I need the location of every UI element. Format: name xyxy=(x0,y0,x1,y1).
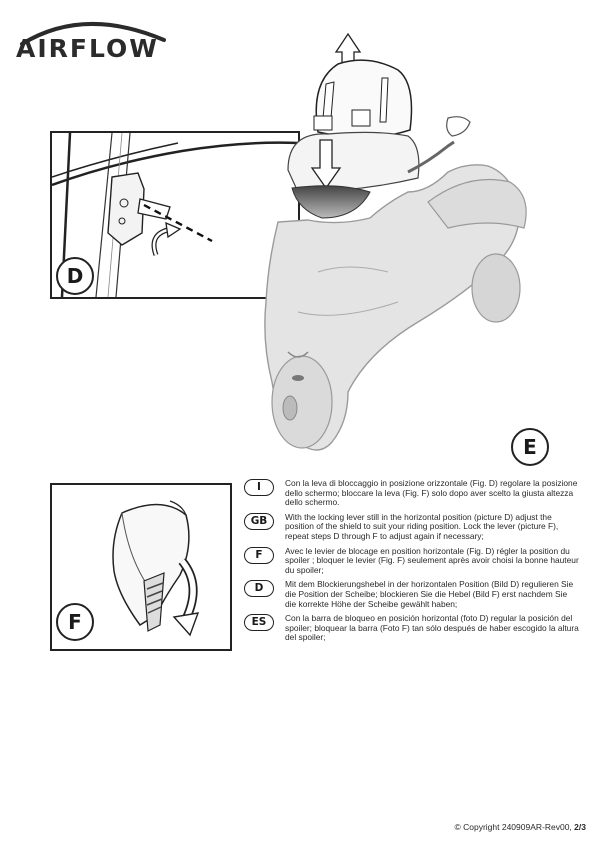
instruction-item-spanish xyxy=(244,614,580,643)
figure-label-d: D xyxy=(56,257,94,295)
figure-label-e: E xyxy=(511,428,549,466)
copyright-text: © Copyright 240909AR-Rev00, xyxy=(454,822,572,832)
instruction-item-french xyxy=(244,547,580,576)
brand-name: AIRFLOW xyxy=(16,34,159,63)
page-footer xyxy=(454,822,586,832)
page-number: 2/3 xyxy=(574,822,586,832)
figure-label-f: F xyxy=(56,603,94,641)
scooter-illustration xyxy=(248,22,548,474)
instruction-item-italian xyxy=(244,479,580,508)
language-badge: D xyxy=(244,580,274,597)
instruction-text: With the locking lever still in the horizontal position (picture D) adjust the position of the shield to suit your riding position. Lock the lever (picture F), repeat steps D through F to adjust again if necessary; xyxy=(285,511,559,541)
instruction-text: Con la leva di bloccaggio in posizione orizzontale (Fig. D) regolare la posizione dello schermo; bloccare la leva (Fig. F) solo dopo aver scelto la giusta altezza dello schermo. xyxy=(285,478,578,508)
instruction-list xyxy=(244,479,580,648)
instruction-text: Con la barra de bloqueo en posición horizontal (foto D) regular la posición del spoiler; bloquear la barra (Foto F) tan sólo después de haber escogido la altura del spoiler; xyxy=(285,613,579,643)
language-badge: GB xyxy=(244,513,274,530)
instruction-item-english xyxy=(244,513,580,542)
language-badge: ES xyxy=(244,614,274,631)
language-badge: F xyxy=(244,547,274,564)
instruction-text: Avec le levier de blocage en position horizontale (Fig. D) régler la position du spoiler ; bloquer le levier (Fig. F) seulement après avoir choisi la bonne hauteur du spoiler; xyxy=(285,545,579,575)
language-badge: I xyxy=(244,479,274,496)
airflow-logo xyxy=(14,14,174,66)
detail-f-figure xyxy=(50,483,232,651)
instruction-text: Mit dem Blockierungshebel in der horizontalen Position (Bild D) regulieren Sie die Position der Scheibe; blockieren Sie die Hebel (Bild F) erst nachdem Sie die korrekte Höhe der Scheibe gewählt haben; xyxy=(285,579,574,609)
instruction-item-german xyxy=(244,580,580,609)
